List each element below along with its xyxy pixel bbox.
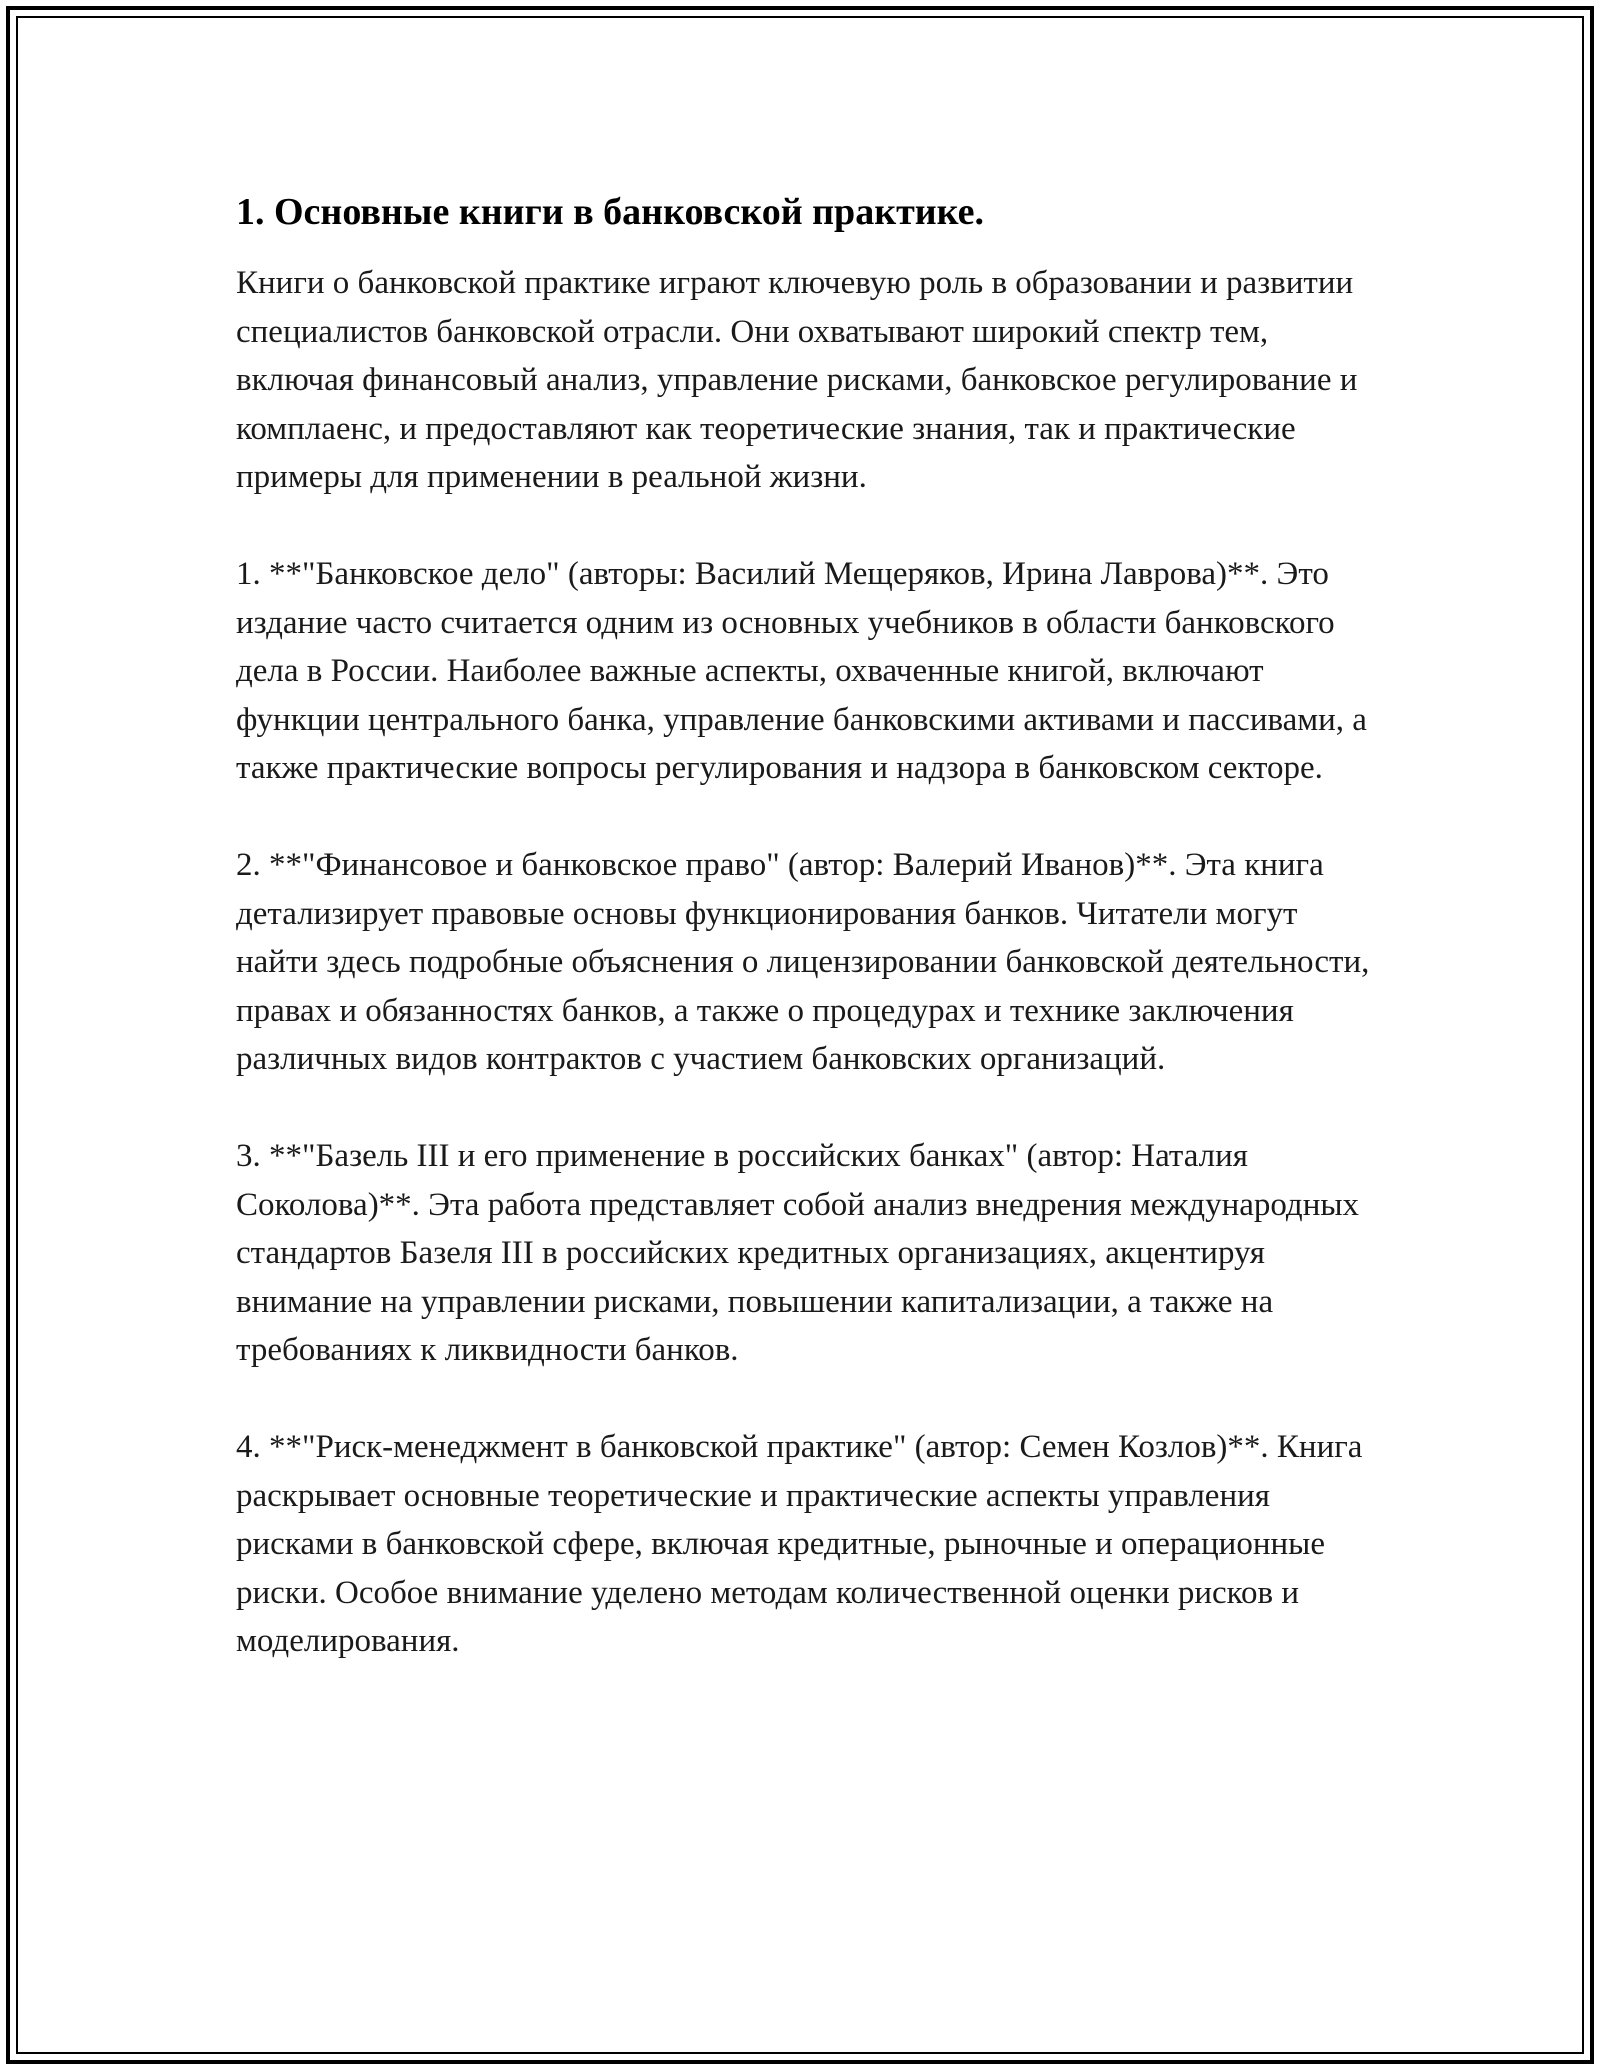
- list-item-book-4: 4. **"Риск-менеджмент в банковской практике" (автор: Семен Козлов)**. Книга раскрывает основные теоретические и практические аспекты управления рисками в банковской сфере, включая кредитные, рыночные и операционные риски. Особое внимание уделено методам количественной оценки рисков и моделирования.: [236, 1429, 1363, 1659]
- list-item-book-2: 2. **"Финансовое и банковское право" (автор: Валерий Иванов)**. Эта книга детализирует правовые основы функционирования банков. Читатели могут найти здесь подробные объяснения о лицензировании банковской деятельности, правах и обязанностях банков, а также о процедурах и технике заключения различных видов контрактов с участием банковских организаций.: [236, 847, 1370, 1077]
- page-title: 1. Основные книги в банковской практике.: [236, 191, 984, 233]
- list-item-book-1: 1. **"Банковское дело" (авторы: Василий Мещеряков, Ирина Лаврова)**. Это издание часто считается одним из основных учебников в области банковского дела в России. Наиболее важные аспекты, охваченные книгой, включают функции центрального банка, управление банковскими активами и пассивами, а также практические вопросы регулирования и надзора в банковском секторе.: [236, 556, 1367, 786]
- document-body: [236, 188, 1386, 1666]
- list-item-book-3: 3. **"Базель III и его применение в российских банках" (автор: Наталия Соколова)**. Эта работа представляет собой анализ внедрения международных стандартов Базеля III в российских кредитных организациях, акцентируя внимание на управлении рисками, повышении капитализации, а также на требованиях к ликвидности банков.: [236, 1138, 1360, 1368]
- intro-paragraph: Книги о банковской практике играют ключевую роль в образовании и развитии специалистов банковской отрасли. Они охватывают широкий спектр тем, включая финансовый анализ, управление рисками, банковское регулирование и комплаенс, и предоставляют как теоретические знания, так и практические примеры для применении в реальной жизни.: [236, 265, 1358, 495]
